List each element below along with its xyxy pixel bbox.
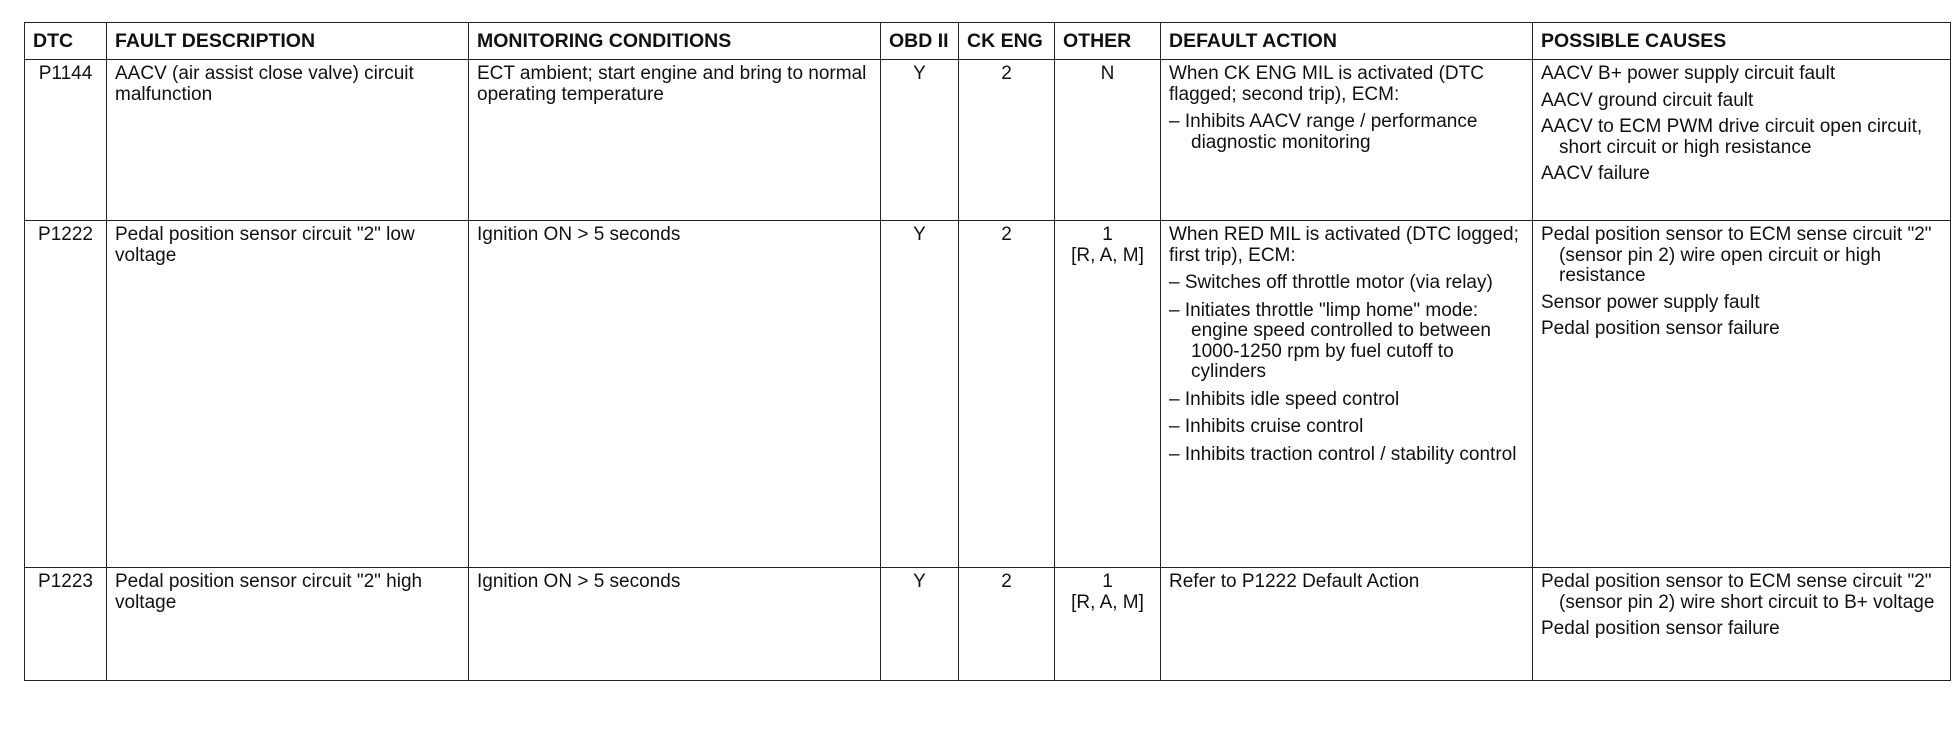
other-line: [R, A, M] — [1071, 244, 1144, 266]
header-other: OTHER — [1055, 23, 1161, 60]
default-action — [1161, 60, 1533, 221]
default-intro: When CK ENG MIL is activated (DTC flagged; second trip), ECM: — [1169, 63, 1484, 105]
fault-text: AACV (air assist close valve) circuit malfunction — [115, 63, 414, 105]
other-line: [R, A, M] — [1071, 591, 1144, 613]
fault-description — [107, 221, 469, 568]
other-line: 1 — [1102, 571, 1113, 593]
table-row-p1222 — [25, 221, 1951, 568]
fault-text: Pedal position sensor circuit "2" high voltage — [115, 571, 423, 613]
possible-causes — [1533, 221, 1951, 568]
default-intro: When RED MIL is activated (DTC logged; first trip), ECM: — [1169, 224, 1519, 266]
monitoring-conditions — [469, 60, 881, 221]
table-row-p1223 — [25, 568, 1951, 681]
obd-ii-value: Y — [881, 221, 959, 568]
default-item: – Switches off throttle motor (via relay) — [1169, 272, 1493, 294]
cause-item: Pedal position sensor failure — [1541, 618, 1780, 640]
cause-item: AACV to ECM PWM drive circuit open circuit, short circuit or high resistance — [1541, 116, 1923, 158]
possible-causes — [1533, 60, 1951, 221]
monitoring-text: Ignition ON > 5 seconds — [477, 571, 681, 593]
default-item: – Inhibits idle speed control — [1169, 388, 1400, 410]
ck-eng-value: 2 — [959, 221, 1055, 568]
header-possible-causes: POSSIBLE CAUSES — [1533, 23, 1951, 60]
default-item: – Inhibits traction control / stability control — [1169, 443, 1517, 465]
monitoring-conditions — [469, 568, 881, 681]
cause-item: Pedal position sensor to ECM sense circuit "2" (sensor pin 2) wire open circuit or high resistance — [1541, 224, 1932, 287]
possible-causes — [1533, 568, 1951, 681]
default-action — [1161, 221, 1533, 568]
fault-text: Pedal position sensor circuit "2" low voltage — [115, 224, 415, 266]
other-value — [1055, 221, 1161, 568]
header-ck-eng: CK ENG — [959, 23, 1055, 60]
default-intro: Refer to P1222 Default Action — [1169, 571, 1420, 593]
dtc-code: P1144 — [25, 60, 107, 221]
header-dtc: DTC — [25, 23, 107, 60]
fault-description — [107, 568, 469, 681]
dtc-code: P1223 — [25, 568, 107, 681]
cause-item: Sensor power supply fault — [1541, 291, 1760, 313]
header-monitoring-conditions: MONITORING CONDITIONS — [469, 23, 881, 60]
default-item: – Inhibits cruise control — [1169, 416, 1364, 438]
cause-item: Pedal position sensor to ECM sense circuit "2" (sensor pin 2) wire short circuit to B+ voltage — [1541, 571, 1935, 613]
dtc-table — [24, 22, 1951, 681]
fault-description — [107, 60, 469, 221]
monitoring-conditions — [469, 221, 881, 568]
table-row-p1144 — [25, 60, 1951, 221]
other-value — [1055, 60, 1161, 221]
monitoring-text: ECT ambient; start engine and bring to normal operating temperature — [477, 63, 867, 105]
header-default-action: DEFAULT ACTION — [1161, 23, 1533, 60]
default-action — [1161, 568, 1533, 681]
monitoring-text: Ignition ON > 5 seconds — [477, 224, 681, 246]
other-value — [1055, 568, 1161, 681]
cause-item: AACV B+ power supply circuit fault — [1541, 63, 1836, 85]
other-line: N — [1100, 63, 1115, 85]
header-row — [25, 23, 1951, 60]
obd-ii-value: Y — [881, 60, 959, 221]
header-fault-description: FAULT DESCRIPTION — [107, 23, 469, 60]
header-obd-ii: OBD II — [881, 23, 959, 60]
default-item: – Initiates throttle "limp home" mode: engine speed controlled to between 1000-1250 rpm by fuel cutoff to cylinders — [1169, 299, 1492, 383]
cause-item: AACV ground circuit fault — [1541, 89, 1754, 111]
ck-eng-value: 2 — [959, 60, 1055, 221]
other-line: 1 — [1102, 224, 1113, 246]
ck-eng-value: 2 — [959, 568, 1055, 681]
cause-item: AACV failure — [1541, 163, 1650, 185]
cause-item: Pedal position sensor failure — [1541, 318, 1780, 340]
dtc-code: P1222 — [25, 221, 107, 568]
default-item: – Inhibits AACV range / performance diagnostic monitoring — [1169, 111, 1478, 153]
obd-ii-value: Y — [881, 568, 959, 681]
